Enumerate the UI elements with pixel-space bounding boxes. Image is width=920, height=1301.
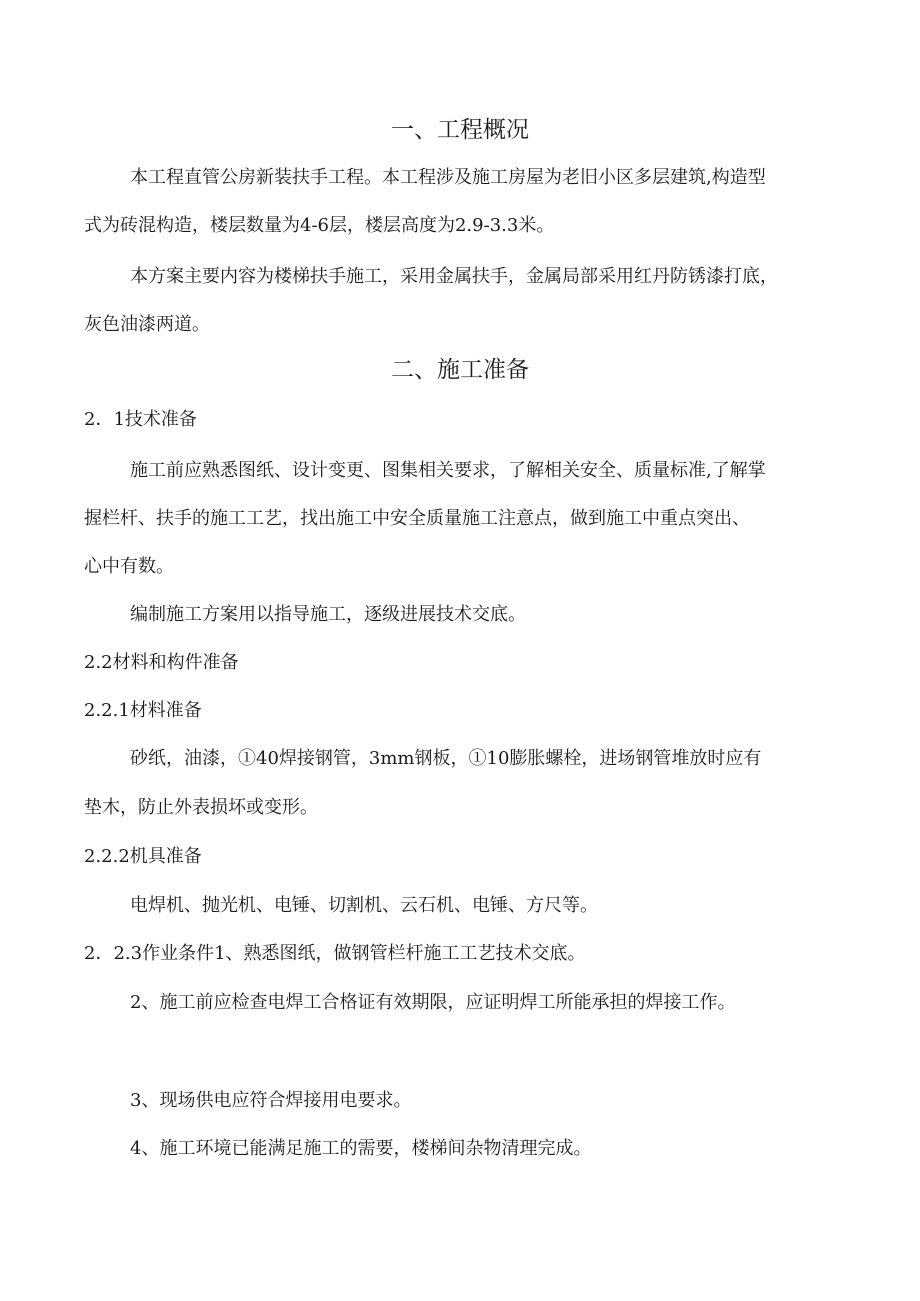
paragraph-scope-line: 本方案主要内容为楼梯扶手施工，采用金属扶手，金属局部采用红丹防锈漆打底， [130,266,778,287]
subsection-title-technical: 2．1技术准备 [84,409,197,430]
paragraph-technical-line: 心中有数。 [84,556,174,577]
list-item-condition: 4、施工环境已能满足施工的需要，楼梯间杂物清理完成。 [130,1138,592,1159]
list-item-condition: 3、现场供电应符合焊接用电要求。 [130,1090,412,1111]
paragraph-overview-line: 本工程直管公房新装扶手工程。本工程涉及施工房屋为老旧小区多层建筑,构造型 [130,167,766,188]
paragraph-technical-line: 施工前应熟悉图纸、设计变更、图集相关要求，了解相关安全、质量标准,了解掌 [130,460,766,481]
subsection-title-material-prep: 2.2.1材料准备 [84,700,202,721]
paragraph-materials-line: 垫木，防止外表损坏或变形。 [84,797,318,818]
paragraph-plan: 编制施工方案用以指导施工，逐级进展技术交底。 [130,604,526,625]
section-heading-overview: 一、工程概况 [391,117,529,143]
paragraph-overview-line: 式为砖混构造，楼层数量为4-6层，楼层高度为2.9-3.3米。 [84,215,555,236]
paragraph-scope-line: 灰色油漆两道。 [84,314,210,335]
paragraph-materials-line: 砂纸，油漆，①40焊接钢管，3mm钢板，①10膨胀螺栓，进场钢管堆放时应有 [130,748,762,769]
paragraph-technical-line: 握栏杆、扶手的施工工艺，找出施工中安全质量施工注意点，做到施工中重点突出、 [84,508,750,529]
subsection-work-conditions: 2．2.3作业条件1、熟悉图纸，做钢管栏杆施工工艺技术交底。 [84,943,586,964]
subsection-title-materials: 2.2材料和构件准备 [84,652,239,673]
section-heading-preparation: 二、施工准备 [391,357,529,383]
subsection-title-equipment: 2.2.2机具准备 [84,846,202,867]
paragraph-equipment: 电焊机、抛光机、电锤、切割机、云石机、电锤、方尺等。 [130,895,598,916]
list-item-condition: 2、施工前应检查电焊工合格证有效期限，应证明焊工所能承担的焊接工作。 [130,992,736,1013]
